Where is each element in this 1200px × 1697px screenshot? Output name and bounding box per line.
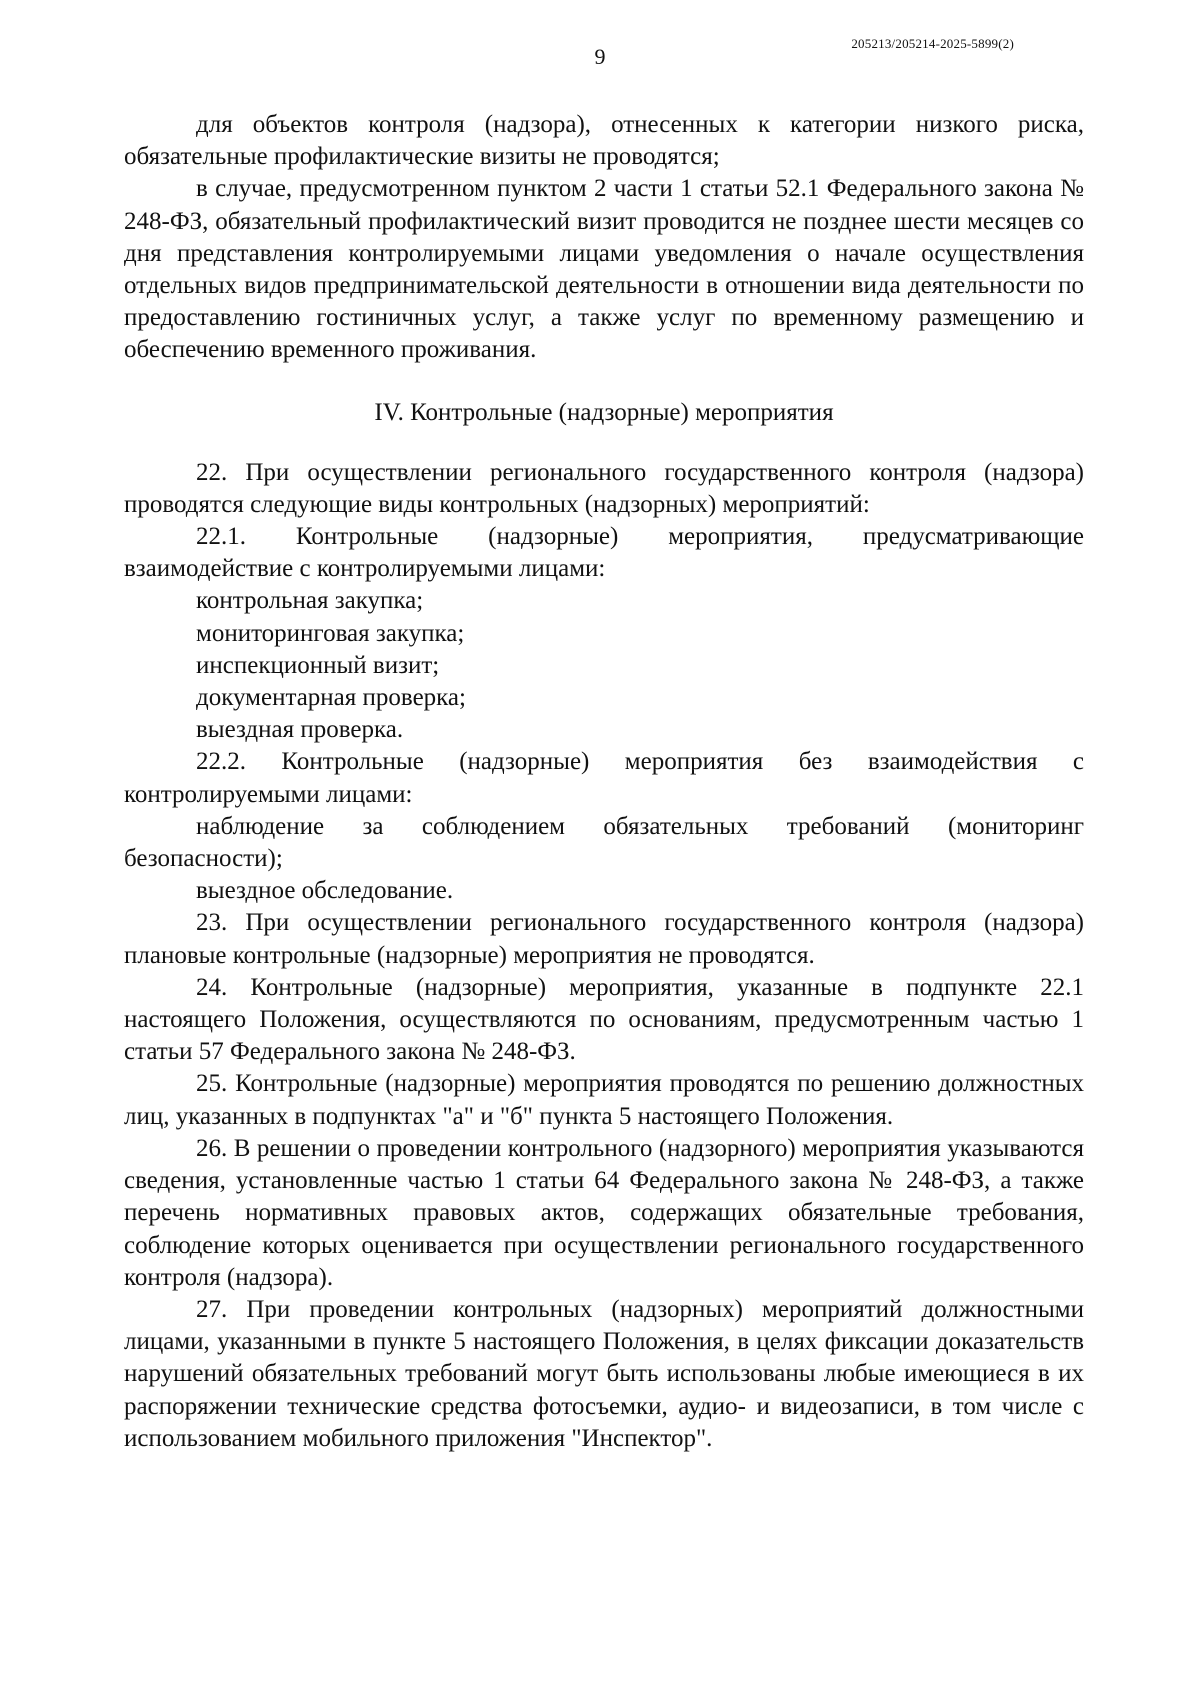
list-item: мониторинговая закупка; <box>196 619 465 647</box>
paragraph-22-2: 22.2. Контрольные (надзорные) мероприятия без взаимодействия с контролируемыми лицами: <box>124 748 1084 808</box>
paragraph-22: 22. При осуществлении регионального государственного контроля (надзора) проводятся следующие виды контрольных (надзорных) мероприятий: <box>124 458 1084 518</box>
paragraph-27: 27. При проведении контрольных (надзорных) мероприятий должностными лицами, указанными в пункте 5 настоящего Положения, в целях фиксации доказательств нарушений обязательных требований могут быть использованы любые имеющиеся в их распоряжении технические средства фотосъемки, аудио- и видеозаписи, в том числе с использованием мобильного приложения "Инспектор". <box>124 1295 1084 1452</box>
section-heading: IV. Контрольные (надзорные) мероприятия <box>374 398 834 426</box>
list-item: контрольная закупка; <box>196 587 424 615</box>
document-id: 205213/205214-2025-5899(2) <box>851 36 1014 51</box>
paragraph-low-risk: для объектов контроля (надзора), отнесенных к категории низкого риска, обязательные профилактические визиты не проводятся; <box>124 111 1084 171</box>
document-body <box>124 109 1084 1455</box>
paragraph-22-2-survey: выездное обследование. <box>196 877 454 905</box>
paragraph-26: 26. В решении о проведении контрольного (надзорного) мероприятия указываются сведения, установленные частью 1 статьи 64 Федерального закона № 248-ФЗ, а также перечень нормативных правовых актов, содержащих обязательные требования, соблюдение которых оценивается при осуществлении регионального государственного контроля (надзора). <box>124 1134 1084 1291</box>
paragraph-23: 23. При осуществлении регионального государственного контроля (надзора) плановые контрольные (надзорные) мероприятия не проводятся. <box>124 909 1084 969</box>
list-item: выездная проверка. <box>196 716 404 744</box>
paragraph-25: 25. Контрольные (надзорные) мероприятия проводятся по решению должностных лиц, указанных в подпунктах "а" и "б" пункта 5 настоящего Положения. <box>124 1070 1084 1130</box>
list-item: инспекционный визит; <box>196 651 440 679</box>
paragraph-24: 24. Контрольные (надзорные) мероприятия, указанные в подпункте 22.1 настоящего Положения, осуществляются по основаниям, предусмотренным частью 1 статьи 57 Федерального закона № 248-ФЗ. <box>124 973 1084 1066</box>
paragraph-22-2-monitoring: наблюдение за соблюдением обязательных требований (мониторинг безопасности); <box>124 812 1084 873</box>
page-number: 9 <box>594 44 606 69</box>
paragraph-mandatory-visit-case: в случае, предусмотренном пунктом 2 части 1 статьи 52.1 Федерального закона № 248-ФЗ, обязательный профилактический визит проводится не позднее шести месяцев со дня представления контролируемыми лицами уведомления о начале осуществления отдельных видов предпринимательской деятельности в отношении вида деятельности по предоставлению гостиничных услуг, а также услуг по временному размещению и обеспечению временного проживания. <box>124 175 1084 364</box>
paragraph-22-1: 22.1. Контрольные (надзорные) мероприятия, предусматривающие взаимодействие с контролируемыми лицами: <box>124 523 1084 583</box>
list-item: документарная проверка; <box>196 684 466 712</box>
